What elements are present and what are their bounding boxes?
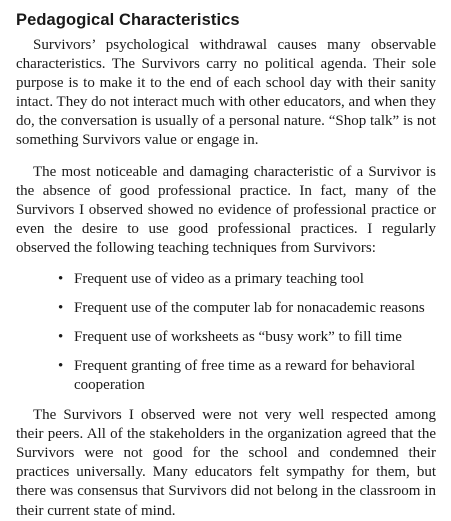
bullet-list xyxy=(16,270,436,395)
paragraph-1: Survivors’ psychological withdrawal causes many observable characteristics. The Survivors carry no political agenda. Their sole purpose is to make it to the end of each school day with their sanity intact. They do not interact much with other educators, and when they do, the conversation is usually of a personal nature. “Shop talk” is not something Survivors value or engage in. xyxy=(16,37,437,149)
document-page xyxy=(16,10,436,521)
list-item xyxy=(58,357,436,395)
bullet-marker: • xyxy=(58,329,64,346)
paragraph-2: The most noticeable and damaging characteristic of a Survivor is the absence of good professional practice. In fact, many of the Survivors I observed showed no evidence of professional practice or even the desire to use good professional practices. I regularly observed the following teaching techniques from Survivors: xyxy=(16,163,436,256)
bullet-marker: • xyxy=(58,358,64,375)
list-item-text: Frequent use of video as a primary teaching tool xyxy=(74,271,364,288)
bullet-marker: • xyxy=(58,300,64,317)
list-item xyxy=(58,270,436,289)
list-item-text: Frequent use of worksheets as “busy work” to fill time xyxy=(74,329,402,346)
list-item-text: Frequent use of the computer lab for nonacademic reasons xyxy=(74,300,425,317)
bullet-marker: • xyxy=(58,271,64,288)
list-item xyxy=(58,299,436,318)
section-heading: Pedagogical Characteristics xyxy=(16,11,240,29)
list-item-text: Frequent granting of free time as a reward for behavioral cooperation xyxy=(74,358,416,394)
list-item xyxy=(58,328,436,347)
paragraph-3: The Survivors I observed were not very well respected among their peers. All of the stakeholders in the organization agreed that the Survivors were not good for the school and condemned their practices universally. Many educators felt sympathy for them, but there was consensus that Survivors did not belong in the classroom in their current state of mind. xyxy=(16,407,436,519)
